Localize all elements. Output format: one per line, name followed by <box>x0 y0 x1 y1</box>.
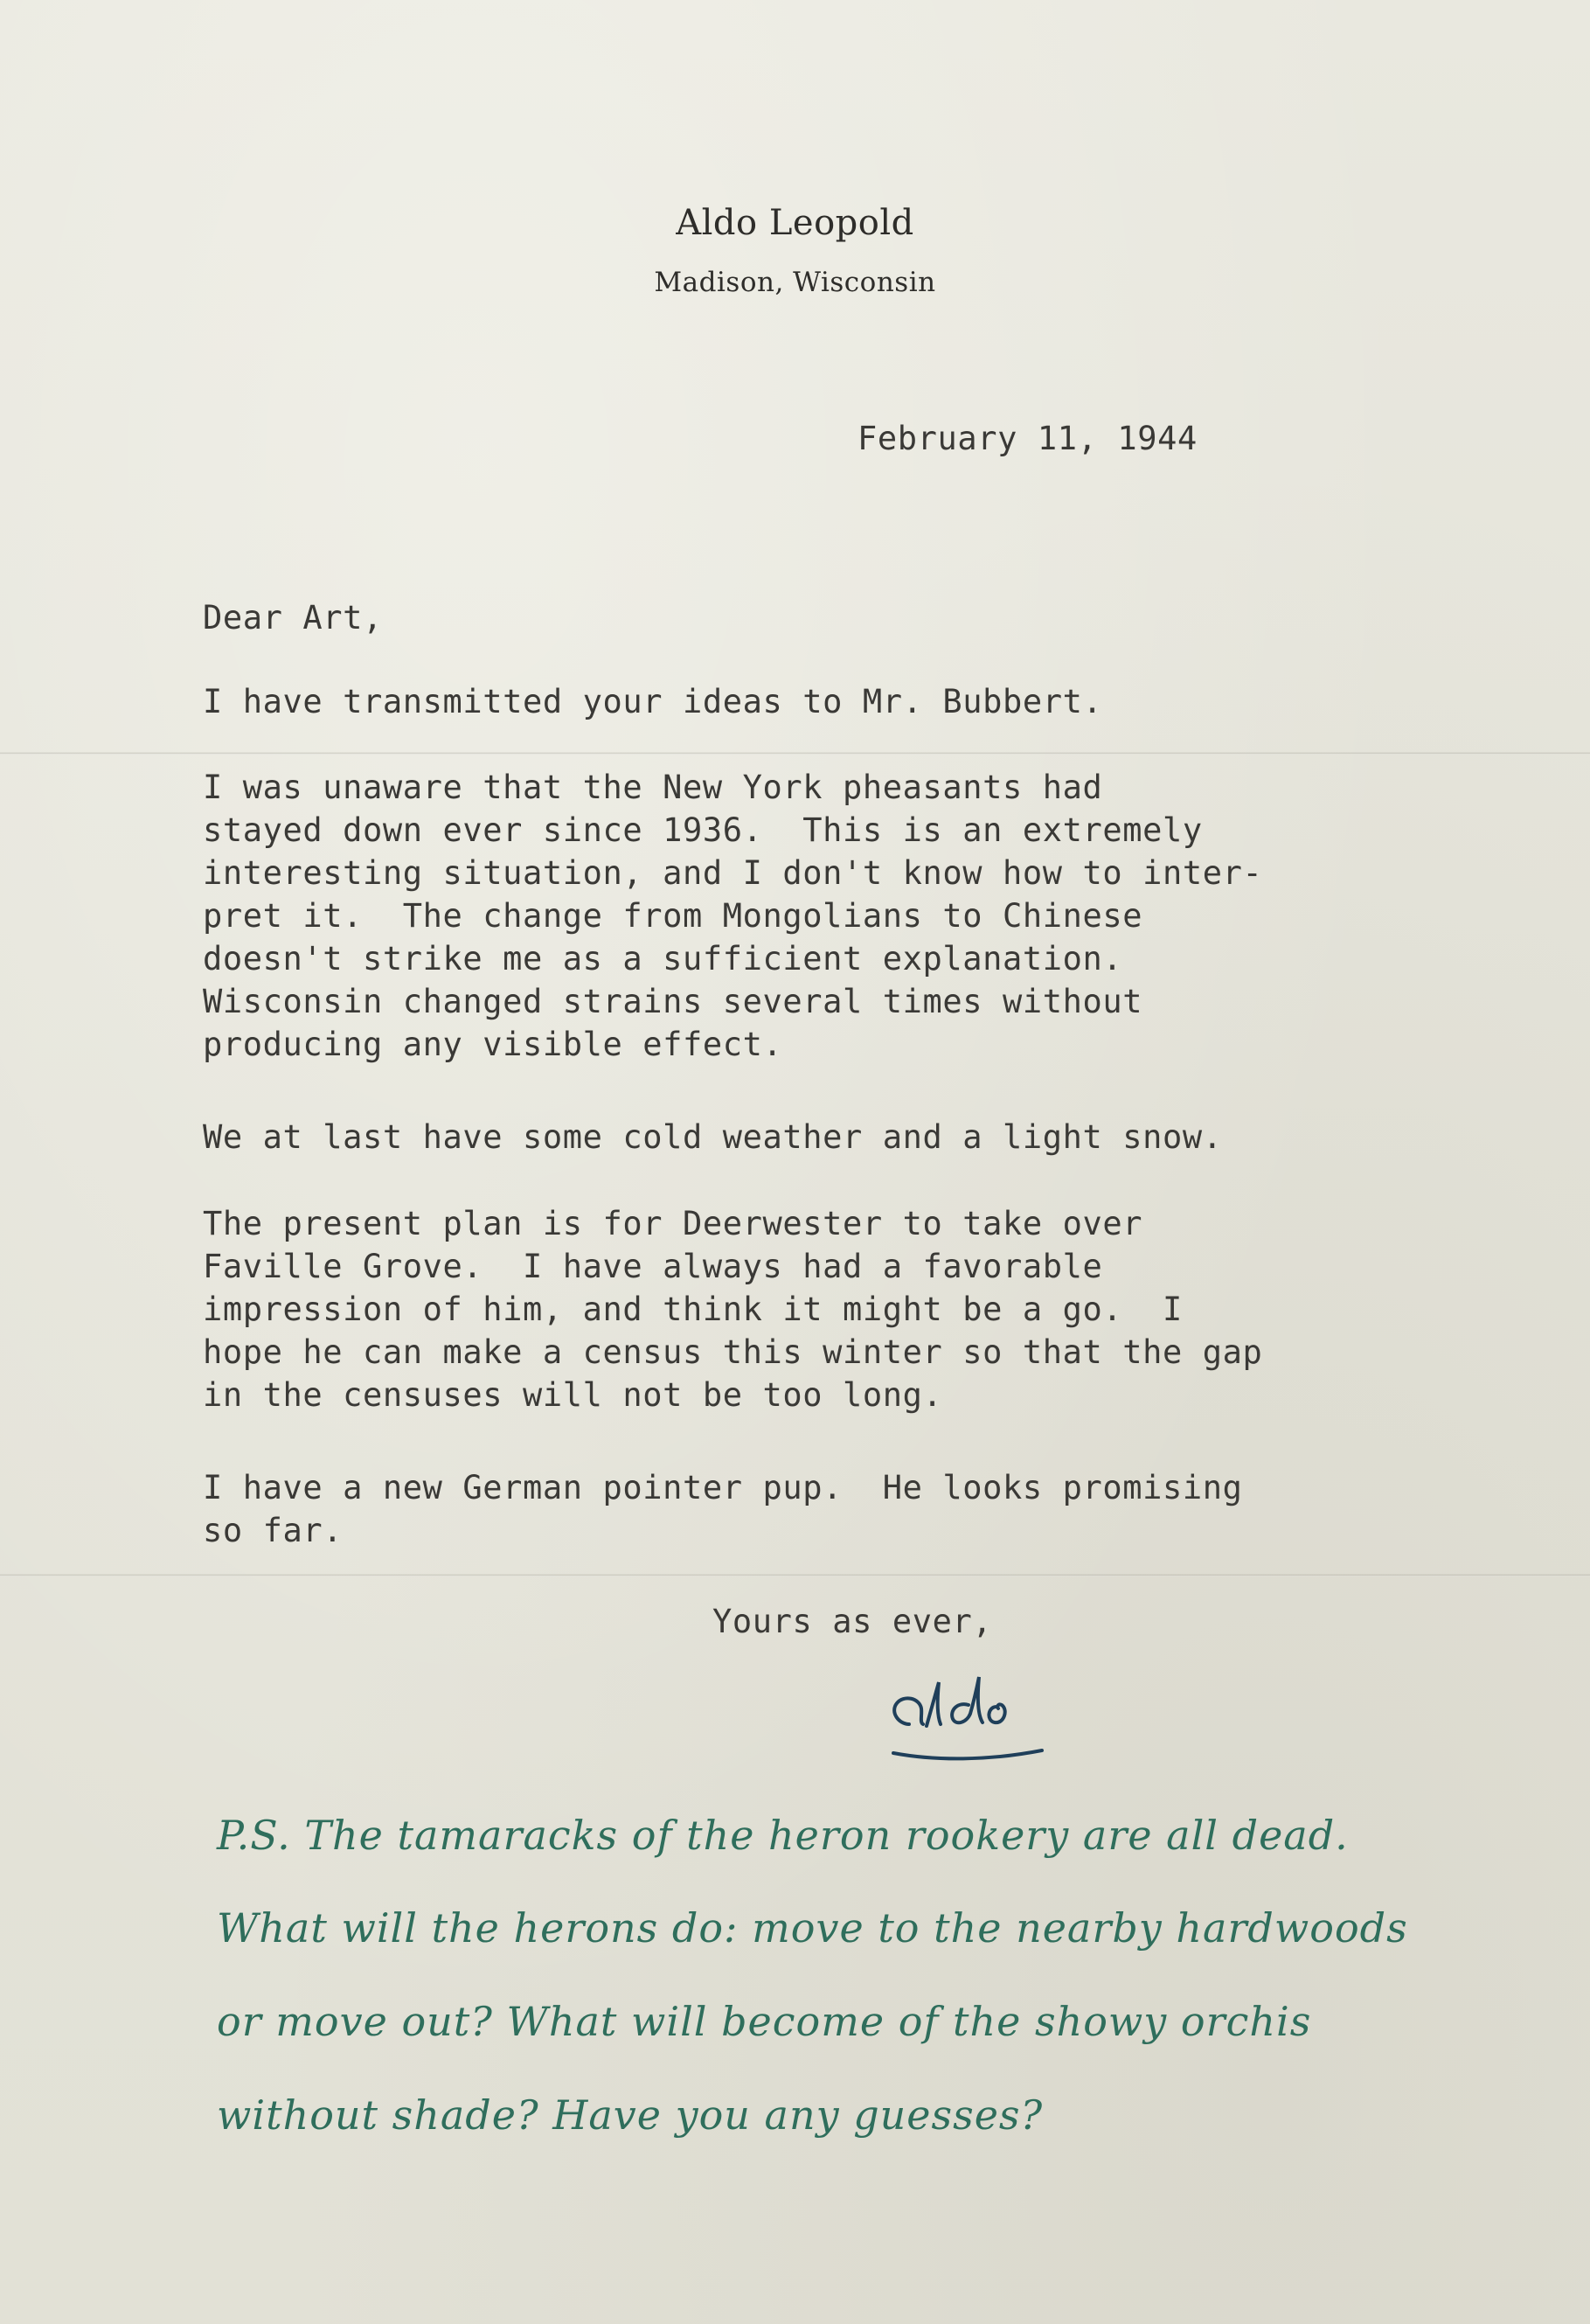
letterhead-name: Aldo Leopold <box>676 203 914 243</box>
handwritten-signature <box>874 1670 1075 1775</box>
paragraph: We at last have some cold weather and a light snow. <box>203 1118 1223 1156</box>
letterhead-location: Madison, Wisconsin <box>654 267 936 298</box>
postscript-line: P.S. The tamaracks of the heron rookery are all dead. <box>217 1812 1349 1859</box>
closing: Yours as ever, <box>712 1603 993 1640</box>
postscript-line: or move out? What will become of the showy orchis <box>217 1998 1312 2045</box>
paragraph: I have a new German pointer pup. He looks promising so far. <box>203 1469 1243 1549</box>
paragraph: The present plan is for Deerwester to take over Faville Grove. I have always had a favorable impression of him, and think it might be a go. I hope he can make a census this winter so that the gap in the censuses will not be too long. <box>203 1205 1263 1414</box>
postscript-line: What will the herons do: move to the nearby hardwoods <box>217 1904 1408 1952</box>
fold-crease <box>0 1574 1590 1576</box>
postscript-line: without shade? Have you any guesses? <box>217 2091 1044 2139</box>
paragraph: I have transmitted your ideas to Mr. Bubbert. <box>203 683 1103 720</box>
letter-date: February 11, 1944 <box>857 420 1198 457</box>
paragraph: I was unaware that the New York pheasants had stayed down ever since 1936. This is an extremely interesting situation, and I don't know how to inter- pret it. The change from Mongolians to Chinese doesn't strike me as a sufficient explanation. Wisconsin changed strains several times without producing any visible effect. <box>203 769 1263 1063</box>
salutation: Dear Art, <box>203 599 383 637</box>
fold-crease <box>0 752 1590 755</box>
